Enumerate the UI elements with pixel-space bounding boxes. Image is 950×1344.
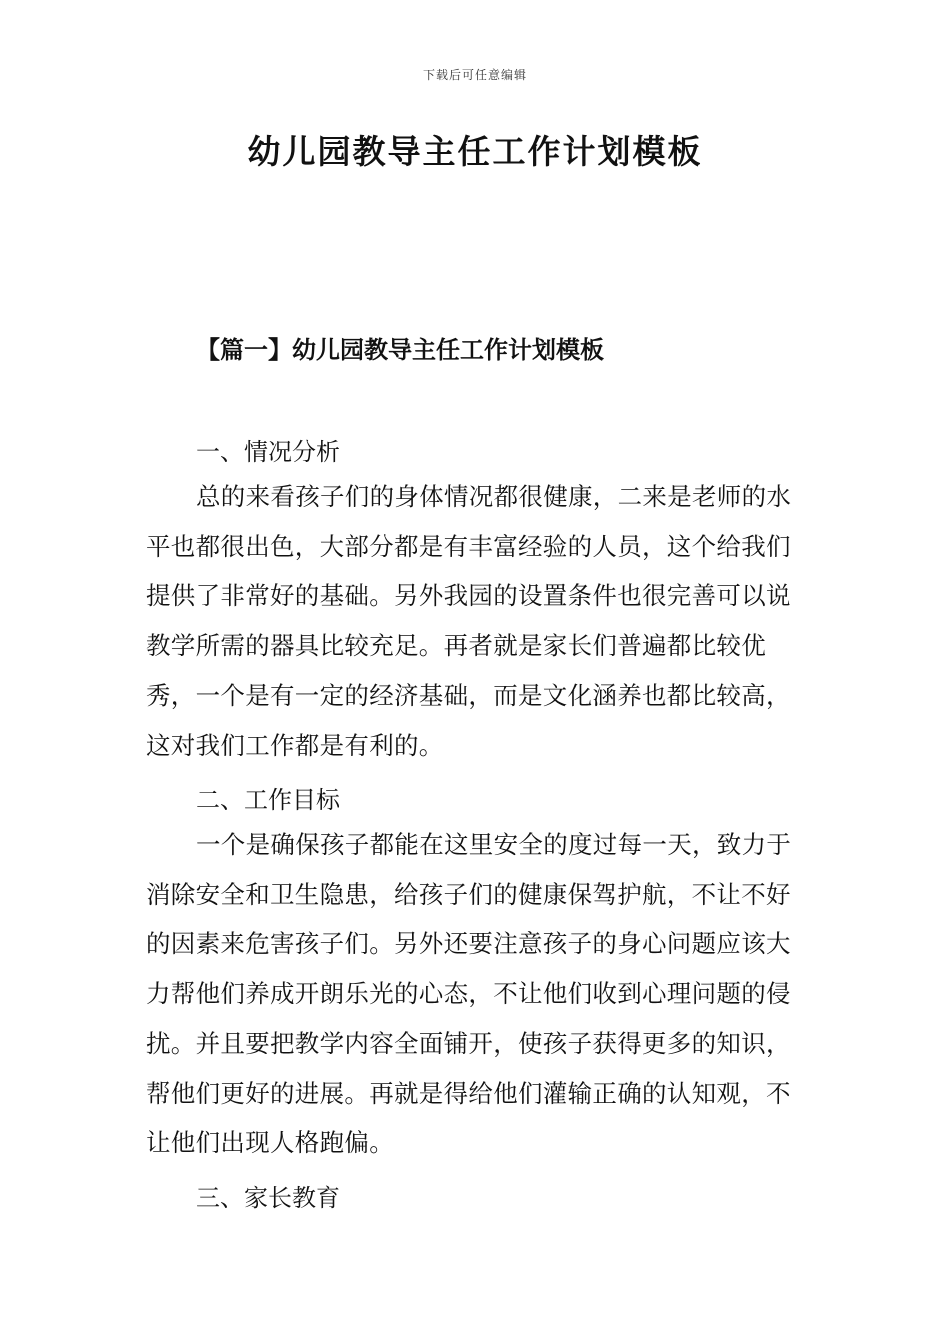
sub-heading-work-goals: 二、工作目标 bbox=[196, 786, 340, 814]
sub-heading-parent-education: 三、家长教育 bbox=[196, 1184, 340, 1212]
paragraph-work-goals: 一个是确保孩子都能在这里安全的度过每一天，致力于消除安全和卫生隐患，给孩子们的健康保驾护航，不让不好的因素来危害孩子们。另外还要注意孩子的身心问题应该大力帮他们养成开朗乐光的心态，不让他们收到心理问题的侵扰。并且要把教学内容全面铺开，使孩子获得更多的知识，帮他们更好的进展。再就是得给他们灌输正确的认知观，不让他们出现人格跑偏。 bbox=[146, 830, 792, 1158]
document-title: 幼儿园教导主任工作计划模板 bbox=[247, 132, 703, 171]
sub-heading-situation-analysis: 一、情况分析 bbox=[196, 438, 340, 466]
section-heading: 【篇一】幼儿园教导主任工作计划模板 bbox=[196, 335, 604, 364]
header-note: 下载后可任意编辑 bbox=[422, 68, 527, 82]
paragraph-situation-analysis: 总的来看孩子们的身体情况都很健康，二来是老师的水平也都很出色，大部分都是有丰富经验的人员，这个给我们提供了非常好的基础。另外我园的设置条件也很完善可以说教学所需的器具比较充足。再者就是家长们普遍都比较优秀，一个是有一定的经济基础，而是文化涵养也都比较高，这对我们工作都是有利的。 bbox=[146, 482, 792, 760]
